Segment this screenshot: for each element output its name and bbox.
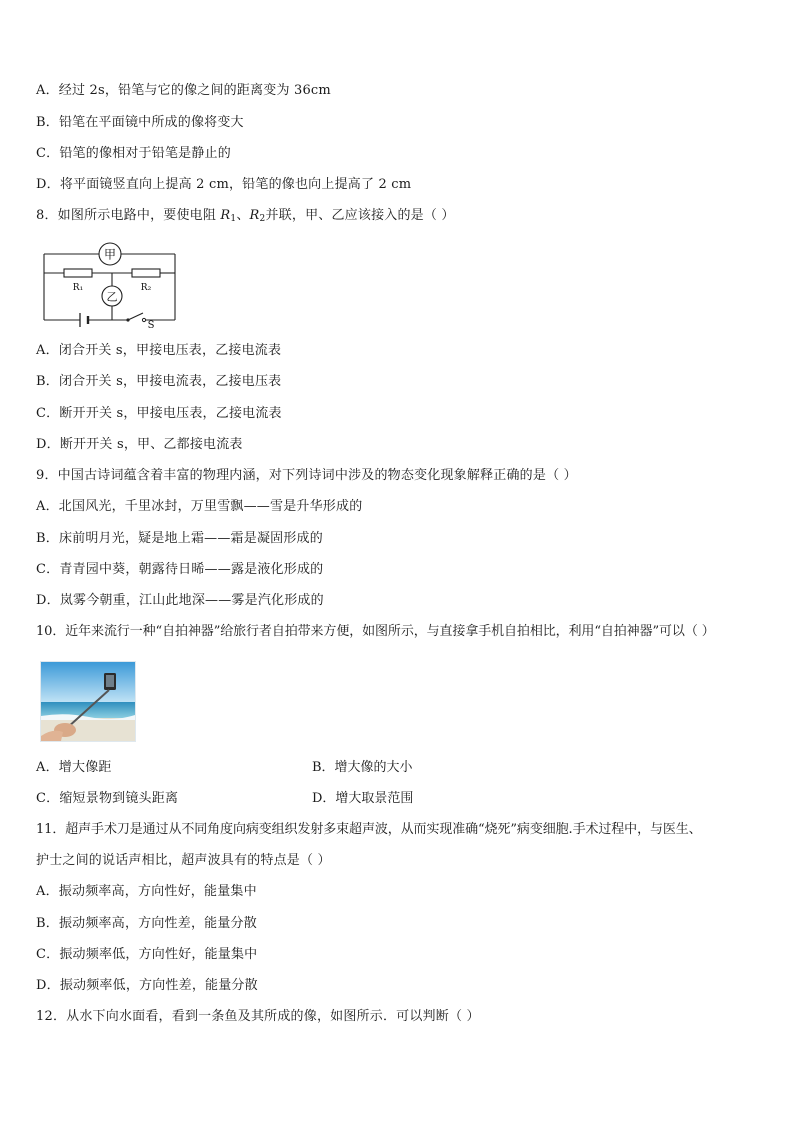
r1-symbol: R [220, 208, 231, 223]
q10-stem: 10．近年来流行一种“自拍神器”给旅行者自拍带来方便，如图所示，与直接拿手机自拍相比，利用“自拍神器”可以（ ） [36, 624, 715, 639]
q7-option-d: D．将平面镜竖直向上提高 2 cm，铅笔的像也向上提高了 2 cm [36, 177, 412, 192]
q11-stem-line1: 11．超声手术刀是通过从不同角度向病变组织发射多束超声波，从而实现准确“烧死”病变细胞.手术过程中，与医生、 [36, 822, 702, 837]
circuit-diagram [40, 240, 180, 332]
switch-label: S [147, 320, 155, 331]
q11-option-d: D．振动频率低，方向性差，能量分散 [36, 978, 258, 993]
q9-option-a: A．北国风光，千里冰封，万里雪飘——雪是升华形成的 [36, 499, 363, 514]
q9-stem: 9．中国古诗词蕴含着丰富的物理内涵，对下列诗词中涉及的物态变化现象解释正确的是（ ） [36, 468, 577, 483]
q10-option-c: C．缩短景物到镜头距离 [36, 791, 179, 806]
r1-label: R₁ [72, 283, 84, 293]
q9-option-d: D．岚雾今朝重，江山此地深——雾是汽化形成的 [36, 593, 324, 608]
r2-label: R₂ [140, 283, 152, 293]
q8-option-c: C．断开开关 s，甲接电压表，乙接电流表 [36, 406, 282, 421]
meter-yi-label: 乙 [106, 290, 118, 304]
switch-blade [128, 313, 143, 320]
q8-stem-text: 8．如图所示电路中，要使电阻 [36, 208, 221, 223]
q11-option-c: C．振动频率低，方向性好，能量集中 [36, 947, 258, 962]
q11-stem-line2: 护士之间的说话声相比，超声波具有的特点是（ ） [36, 853, 331, 868]
meter-jia-label: 甲 [103, 247, 117, 262]
resistor-r2 [132, 269, 160, 277]
q8-option-a: A．闭合开关 s，甲接电压表，乙接电流表 [36, 343, 282, 358]
q8-option-d: D．断开开关 s，甲、乙都接电流表 [36, 437, 243, 452]
r2-symbol: R [249, 208, 260, 223]
q8-separator: 、 [236, 208, 250, 223]
resistor-r1 [64, 269, 92, 277]
q7-option-b: B．铅笔在平面镜中所成的像将变大 [36, 115, 244, 130]
q9-option-c: C．青青园中葵，朝露待日晞——露是液化形成的 [36, 562, 324, 577]
q12-stem: 12．从水下向水面看，看到一条鱼及其所成的像，如图所示．可以判断（ ） [36, 1009, 480, 1024]
q8-stem [36, 207, 455, 228]
q9-option-b: B．床前明月光，疑是地上霜——霜是凝固形成的 [36, 531, 323, 546]
r2-subscript: 2 [259, 214, 266, 224]
q10-option-a: A．增大像距 [36, 760, 112, 775]
selfie-stick-illustration [41, 662, 135, 741]
q8-option-b: B．闭合开关 s，甲接电流表，乙接电压表 [36, 374, 282, 389]
switch-contact [142, 318, 145, 321]
q11-option-b: B．振动频率高，方向性差，能量分散 [36, 916, 257, 931]
q11-option-a: A．振动频率高，方向性好，能量集中 [36, 884, 257, 899]
r1-subscript: 1 [230, 214, 237, 224]
q10-option-d: D．增大取景范围 [312, 791, 414, 806]
selfie-stick-photo [40, 661, 136, 742]
q8-stem-tail: 并联，甲、乙应该接入的是（ ） [265, 208, 455, 223]
q10-option-b: B．增大像的大小 [312, 760, 413, 775]
q7-option-c: C．铅笔的像相对于铅笔是静止的 [36, 146, 231, 161]
q7-option-a: A．经过 2s，铅笔与它的像之间的距离变为 36cm [36, 83, 331, 98]
